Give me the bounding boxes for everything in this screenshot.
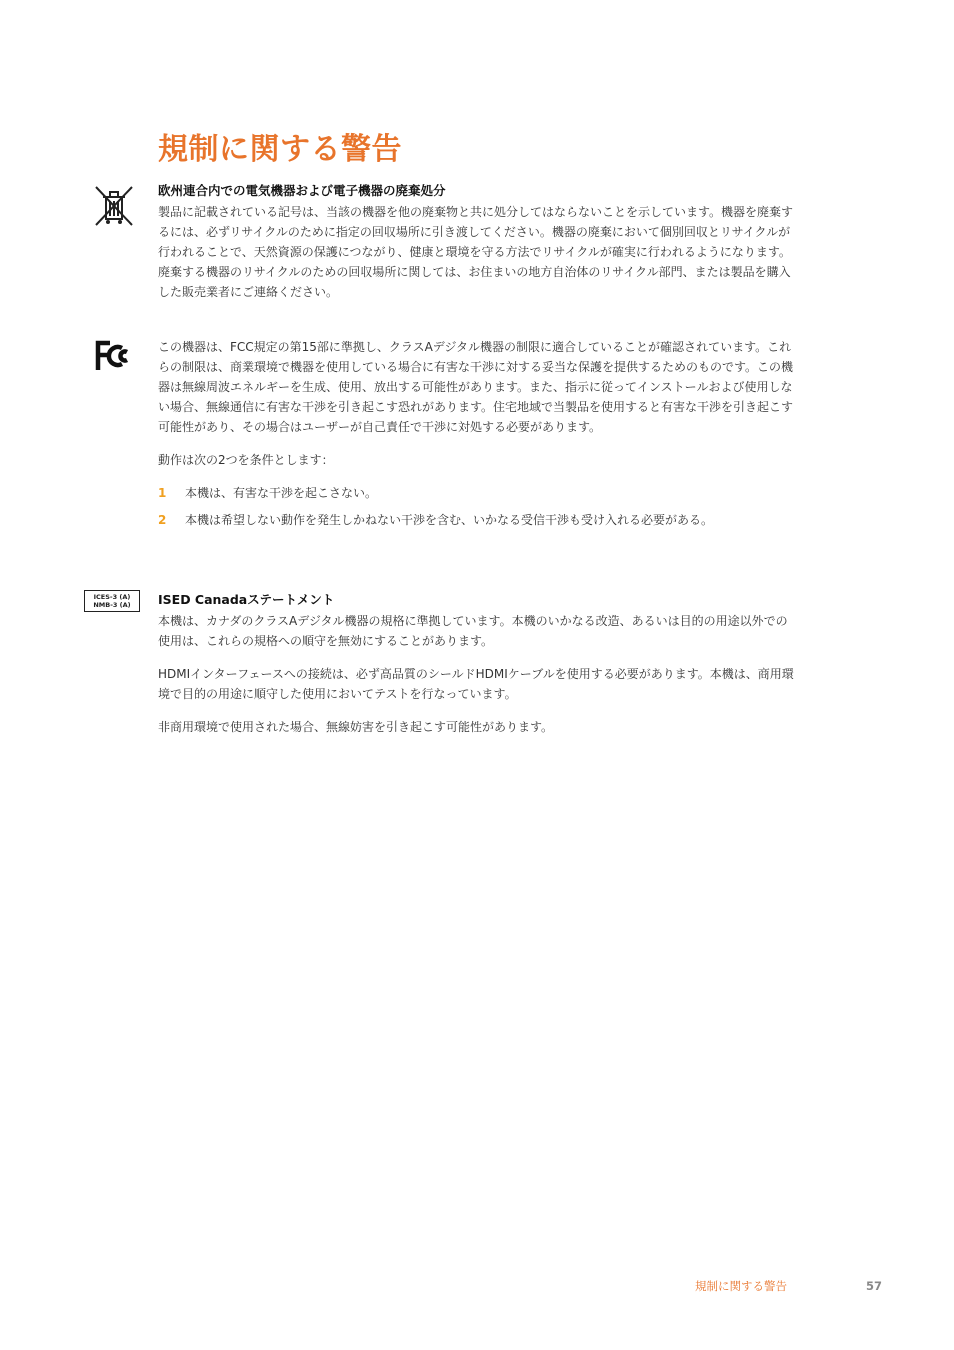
footer-section-title: 規制に関する警告 bbox=[695, 1279, 787, 1293]
page-number: 57 bbox=[866, 1279, 883, 1293]
page-title: 規制に関する警告 bbox=[158, 132, 402, 167]
fcc-body: この機器は、FCC規定の第15部に準拠し、クラスAデジタル機器の制限に適合していることが確認されています。これらの制限は、商業環境で機器を使用している場合に有害な干渉に対する妥当な保護を提供するためのものです。この機器は無線周波エネルギーを生成、使用、放出する可能性があります。また、指示に従ってインストールおよび使用しない場合、無線通信に有害な干渉を引き起こす恐れがあります。住宅地域で当製品を使用すると有害な干渉を引き起こす可能性があり、その場合はユーザーが自己責任で干渉に対処する必要があります。 bbox=[158, 340, 794, 434]
list-item-number: 2 bbox=[158, 513, 167, 527]
list-item bbox=[158, 483, 798, 503]
ices-badge-line2: NMB-3 (A) bbox=[93, 601, 131, 609]
list-item-text: 本機は、有害な干渉を起こさない。 bbox=[185, 486, 378, 500]
fcc-section bbox=[158, 337, 798, 537]
weee-section bbox=[158, 182, 798, 302]
list-item-text: 本機は希望しない動作を発生しかねない干渉を含む、いかなる受信干渉も受け入れる必要がある。 bbox=[185, 513, 714, 527]
weee-body: 製品に記載されている記号は、当該の機器を他の廃棄物と共に処分してはならないことを示しています。機器を廃棄するには、必ずリサイクルのために指定の回収場所に引き渡してください。機器の廃棄において個別回収とリサイクルが行われることで、天然資源の保護につながり、健康と環境を守る方法でリサイクルが確実に行われるようになります。廃棄する機器のリサイクルのための回収場所に関しては、お住まいの地方自治体のリサイクル部門、または製品を購入した販売業者にご連絡ください。 bbox=[158, 205, 794, 299]
ised-body-1: 本機は、カナダのクラスAデジタル機器の規格に準拠しています。本機のいかなる改造、あるいは目的の用途以外での使用は、これらの規格への順守を無効にすることがあります。 bbox=[158, 614, 788, 648]
fcc-conditions-list bbox=[158, 483, 798, 530]
ised-heading: ISED Canadaステートメント bbox=[158, 592, 335, 607]
ices-badge bbox=[84, 590, 140, 612]
list-item-number: 1 bbox=[158, 486, 167, 500]
fcc-logo-icon bbox=[94, 340, 132, 372]
list-item bbox=[158, 510, 798, 530]
ised-body-3: 非商用環境で使用された場合、無線妨害を引き起こす可能性があります。 bbox=[158, 720, 554, 734]
ices-badge-line1: ICES-3 (A) bbox=[93, 593, 131, 601]
fcc-conditions-intro: 動作は次の2つを条件とします： bbox=[158, 453, 334, 467]
ised-body-2: HDMIインターフェースへの接続は、必ず高品質のシールドHDMIケーブルを使用する必要があります。本機は、商用環境で目的の用途に順守した使用においてテストを行なっています。 bbox=[158, 667, 794, 701]
weee-heading: 欧州連合内での電気機器および電子機器の廃棄処分 bbox=[158, 183, 446, 198]
crossed-out-bin-icon bbox=[94, 185, 134, 227]
ised-section bbox=[158, 591, 798, 737]
